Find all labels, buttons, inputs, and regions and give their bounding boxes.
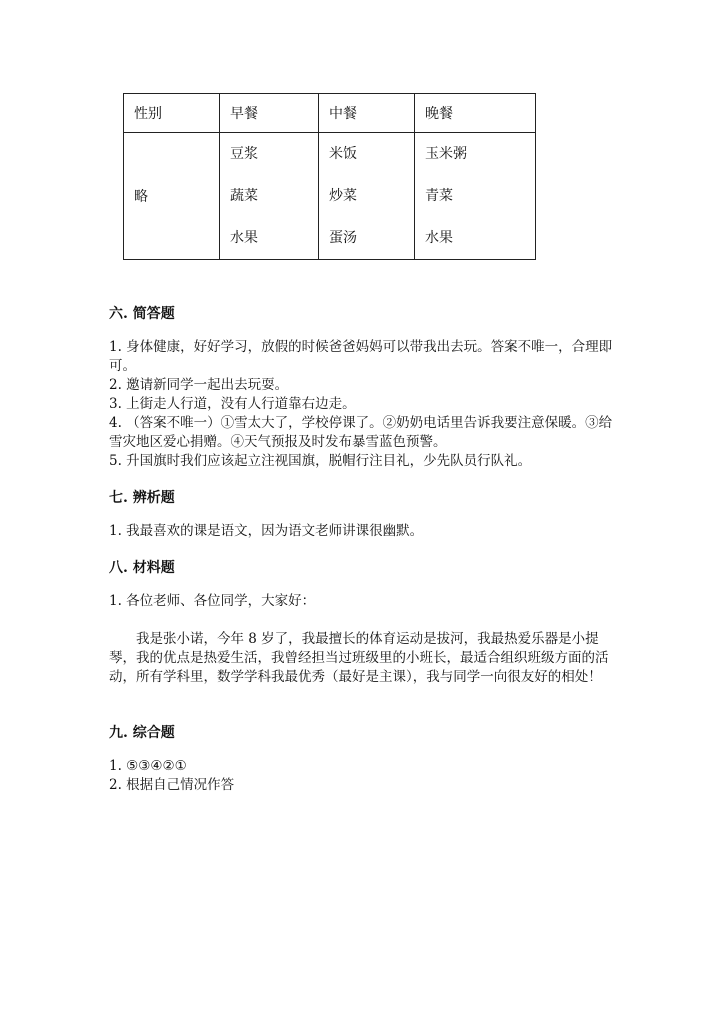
breakfast-item: 豆浆: [230, 146, 258, 162]
analysis-answer-1: 1. 我最喜欢的课是语文，因为语文老师讲课很幽默。: [109, 523, 424, 539]
lunch-item: 米饭: [329, 146, 357, 162]
short-answer-3: 3. 上街走人行道，没有人行道靠右边走。: [109, 396, 356, 412]
header-lunch: 中餐: [319, 94, 415, 133]
lunch-cell: [319, 133, 415, 260]
section-title-comprehensive: 九. 综合题: [109, 725, 175, 741]
comprehensive-answer-1: 1. ⑤③④②①: [109, 758, 187, 774]
header-breakfast: 早餐: [220, 94, 319, 133]
header-gender: 性别: [124, 94, 220, 133]
short-answer-5: 5. 升国旗时我们应该起立注视国旗，脱帽行注目礼，少先队员行队礼。: [109, 453, 532, 469]
breakfast-item: 蔬菜: [230, 188, 258, 204]
section-title-material: 八. 材料题: [109, 560, 175, 576]
dinner-cell: [415, 133, 536, 260]
short-answer-1: 1. 身体健康，好好学习，放假的时候爸爸妈妈可以带我出去玩。答案不唯一，合理即可。: [109, 339, 613, 374]
section-title-short-answer: 六. 简答题: [109, 306, 175, 322]
dinner-item: 青菜: [425, 188, 453, 204]
dinner-item: 玉米粥: [425, 146, 467, 162]
section-title-analysis: 七. 辨析题: [109, 490, 175, 506]
material-answer-1: 1. 各位老师、各位同学，大家好：: [109, 593, 316, 609]
comprehensive-answer-2: 2. 根据自己情况作答: [109, 777, 235, 793]
lunch-item: 炒菜: [329, 188, 357, 204]
lunch-item: 蛋汤: [329, 230, 357, 246]
gender-cell: 略: [124, 133, 220, 260]
table-body-row: [124, 133, 536, 260]
dinner-item: 水果: [425, 230, 453, 246]
breakfast-cell: [220, 133, 319, 260]
meal-table: [123, 93, 536, 260]
short-answer-2: 2. 邀请新同学一起出去玩耍。: [109, 377, 289, 393]
material-paragraph: 我是张小诺，今年 8 岁了，我最擅长的体育运动是拔河，我最热爱乐器是小提琴，我的优点是热爱生活，我曾经担当过班级里的小班长，最适合组织班级方面的活动，所有学科里，数学学科我最优秀（最好是主课），我与同学一向很友好的相处！: [109, 631, 609, 685]
breakfast-item: 水果: [230, 230, 258, 246]
short-answer-4: 4. （答案不唯一）①雪太大了，学校停课了。②奶奶电话里告诉我要注意保暖。③给雪灾地区爱心捐赠。④天气预报及时发布暴雪蓝色预警。: [109, 415, 613, 450]
table-header-row: [124, 94, 536, 133]
header-dinner: 晚餐: [415, 94, 536, 133]
